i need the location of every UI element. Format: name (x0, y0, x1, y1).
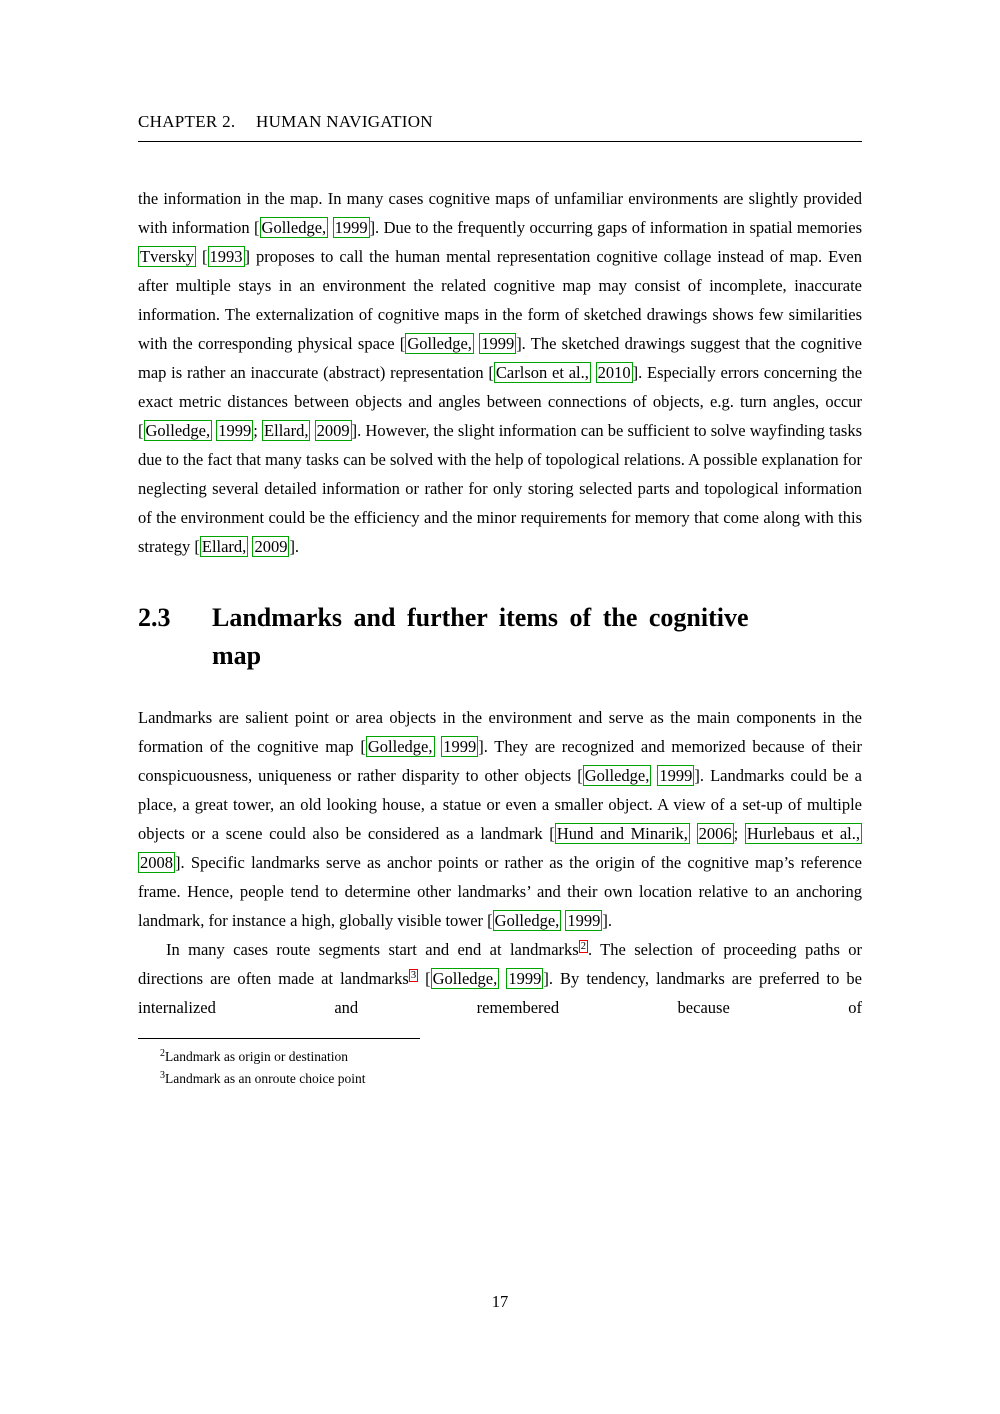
section-title-line1: Landmarks and further items of the cognitive (212, 603, 749, 632)
citation-link[interactable]: Ellard, (264, 421, 309, 440)
citation-link[interactable]: 2009 (254, 537, 288, 556)
section-number: 2.3 (138, 603, 171, 632)
chapter-title: HUMAN NAVIGATION (256, 112, 433, 131)
paragraph-2: Landmarks are salient point or area objects in the environment and serve as the main components in the formation of the cognitive map [ Golledge, 1999 ]. They are recognized and memorized because of their conspicuousness, uniqueness or rather disparity to other objects [ Golledge, 1999 ]. Landmarks could be a place, a great tower, an old looking house, a statue or even a smaller object. A view of a set-up of multiple objects or a scene could also be considered as a landmark [ Hund and Minarik, 2006 ; Hurlebaus et al., 2008 ]. Specific landmarks serve as anchor points or rather as the origin of the cognitive map’s reference frame. Hence, people tend to determine other landmarks’ and their own location relative to an anchoring landmark, for instance a high, globally visible tower [ Golledge, 1999 ]. (138, 708, 862, 930)
paragraph-3: In many cases route segments start and end at landmarks $^2$ . The selection of proceeding paths or directions are often made at landmarks $^3$ [ Golledge, 1999 ]. By tendency, landmarks are preferred to be internalized and remembered because of (138, 940, 863, 1017)
header-rule (138, 141, 862, 142)
footnote-1 (138, 1046, 862, 1068)
citation-link[interactable]: Tversky (140, 247, 195, 266)
citation-link[interactable]: 1999 (443, 737, 477, 756)
footnote-1-text: Landmark as origin or destination (165, 1049, 348, 1064)
footnote-2-text: Landmark as an onroute choice point (165, 1071, 366, 1086)
citation-link[interactable]: Golledge, (145, 421, 211, 440)
citation-link[interactable]: 2010 (597, 363, 631, 382)
footnote-1-marker: 2 (160, 1048, 165, 1059)
footnote-2-marker: 3 (160, 1070, 165, 1081)
citation-link[interactable]: Golledge, (407, 334, 472, 353)
section-heading (138, 599, 862, 675)
citation-link[interactable]: 1999 (659, 766, 693, 785)
citation-link[interactable]: Ellard, (201, 537, 247, 556)
citation-link[interactable]: Golledge, (494, 911, 560, 930)
citation-link[interactable]: 1999 (334, 218, 368, 237)
citation-link[interactable]: 1999 (567, 911, 601, 930)
section-title (212, 599, 749, 675)
footnote-rule (138, 1038, 420, 1039)
body-text (138, 184, 862, 1090)
paragraph-1: the information in the map. In many cases cognitive maps of unfamiliar environments are slightly provided with information [ Golledge, 1999 ]. Due to the frequently occurring gaps of information in spatial memories Tversky [ 1993 ] proposes to call the human mental representation cognitive collage instead of map. Even after multiple stays in an environment the related cognitive map may consist of incomplete, inaccurate information. The externalization of cognitive maps in the form of sketched drawings shows few similarities with the corresponding physical space [ Golledge, 1999 ]. The sketched drawings suggest that the cognitive map is rather an inaccurate (abstract) representation [ Carlson et al., 2010 ]. Especially errors concerning the exact metric distances between objects and angles between connections of objects, e.g. turn angles, occur [ Golledge, 1999 ; Ellard, 2009 ]. However, the slight information can be sufficient to solve wayfinding tasks due to the fact that many tasks can be solved with the help of topological relations. A possible explanation for neglecting several detailed information or rather for only storing selected parts and topological information of the environment could be the efficiency and the minor requirements for memory that come along with this strategy [ Ellard, 2009 ]. (138, 189, 863, 556)
citation-link[interactable]: 2008 (140, 853, 173, 872)
citation-link[interactable]: 1999 (218, 421, 252, 440)
citation-link[interactable]: Golledge, (261, 218, 327, 237)
citation-link[interactable]: Golledge, (367, 737, 433, 756)
citation-link[interactable]: Golledge, (432, 969, 498, 988)
citation-link[interactable]: Hund and Minarik, (556, 824, 688, 843)
citation-link[interactable]: 1999 (481, 334, 515, 353)
citation-link[interactable]: Carlson et al., (495, 363, 589, 382)
section-title-line2: map (212, 641, 262, 670)
citation-link[interactable]: 2006 (698, 824, 732, 843)
citation-link[interactable]: 2009 (316, 421, 350, 440)
citation-link[interactable]: 1999 (508, 969, 542, 988)
citation-link[interactable]: 1993 (209, 247, 243, 266)
running-header (138, 112, 862, 132)
footnote-2 (138, 1068, 862, 1090)
footnote-ref-link[interactable]: 2 (580, 941, 586, 952)
page-number: 17 (491, 1292, 509, 1311)
footnote-ref-link[interactable]: 3 (410, 970, 417, 981)
citation-link[interactable]: Golledge, (584, 766, 650, 785)
chapter-label: CHAPTER 2. (138, 112, 236, 131)
citation-link[interactable]: Hurlebaus et al., (746, 824, 860, 843)
footnote-block (138, 1038, 862, 1090)
